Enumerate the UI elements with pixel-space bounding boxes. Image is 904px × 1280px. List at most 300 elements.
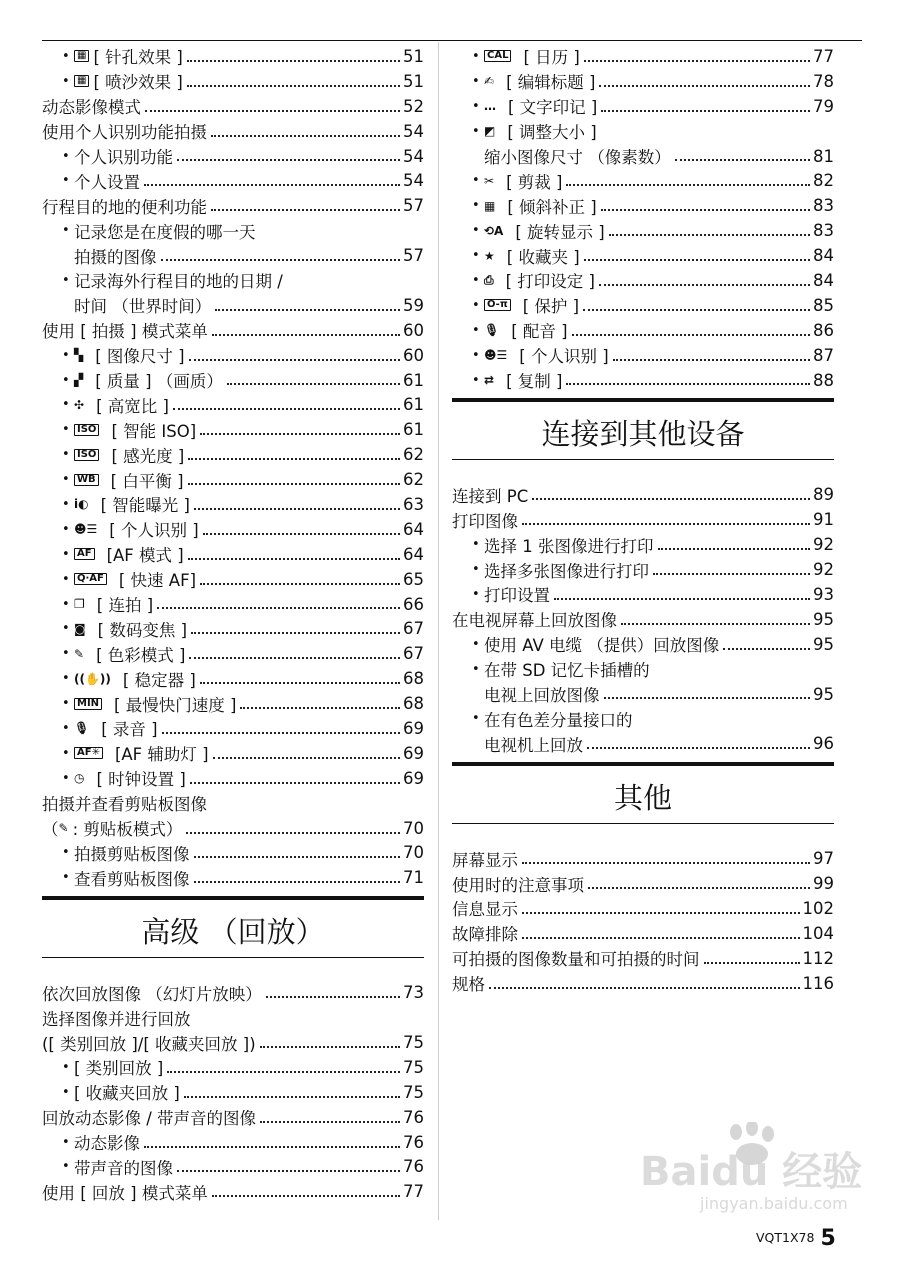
toc-entry[interactable] (42, 542, 424, 567)
bullet: • (62, 546, 70, 562)
toc-entry[interactable] (42, 1030, 424, 1055)
resize-icon: ◩ (484, 124, 496, 139)
sand-icon: ▦ (74, 75, 89, 87)
page-number: 5 (820, 1226, 836, 1251)
toc-entry[interactable] (452, 706, 834, 731)
bullet: • (472, 586, 480, 602)
section-title-other: 其他 (613, 781, 672, 816)
page-ref: 84 (813, 246, 834, 266)
toc-entry[interactable] (452, 293, 834, 318)
bullet: • (62, 397, 70, 413)
white-balance-icon: WB (74, 474, 99, 486)
dot-leader (194, 508, 400, 510)
page-ref: 69 (403, 743, 424, 763)
calendar-icon: CAL (484, 50, 511, 62)
toc-entry[interactable] (42, 368, 424, 393)
dot-leader (604, 697, 811, 699)
toc-entry[interactable] (42, 218, 424, 243)
page-ref: 87 (813, 345, 834, 365)
page-ref: 91 (813, 510, 834, 530)
page-ref: 79 (813, 96, 834, 116)
bullet: • (62, 596, 70, 612)
toc-entry[interactable] (42, 343, 424, 368)
entry-label: [ 时钟设置 ] (96, 770, 186, 790)
bullet: • (62, 770, 70, 786)
page-ref: 71 (403, 868, 424, 888)
microphone-icon: 🎙 (74, 721, 90, 736)
toc-entry[interactable] (42, 293, 424, 318)
dot-leader (203, 533, 400, 535)
toc-entry[interactable] (42, 1005, 424, 1030)
page-ref: 112 (802, 948, 834, 968)
page-ref: 95 (813, 609, 834, 629)
entry-label: [ 喷沙效果 ] (93, 73, 183, 93)
toc-entry[interactable] (42, 1155, 424, 1180)
dot-leader (200, 583, 400, 585)
dot-leader (212, 334, 400, 336)
entry-label: [ 个人识别 ] (109, 521, 199, 541)
page-ref: 95 (813, 684, 834, 704)
entry-label: [ 智能曝光 ] (100, 496, 190, 516)
bullet: • (62, 73, 70, 89)
toc-entry[interactable] (452, 731, 834, 756)
dot-leader (213, 757, 400, 759)
dot-leader (601, 209, 810, 211)
toc-entry[interactable] (42, 766, 424, 791)
entry-label: 记录您是在度假的哪一天 (74, 222, 256, 242)
entry-label: 选择 1 张图像进行打印 (484, 536, 654, 556)
dot-leader (584, 60, 810, 62)
entry-label: 选择多张图像进行打印 (484, 561, 649, 581)
entry-label: 依次回放图像 （幻灯片放映） (42, 984, 262, 1004)
picture-size-icon: ▚ (74, 348, 84, 363)
toc-entry[interactable] (42, 1055, 424, 1080)
entry-label: [ 剪裁 ] (506, 172, 563, 192)
audio-dub-icon: 🎙 (484, 323, 500, 338)
dot-leader (215, 309, 400, 311)
page-ref: 57 (403, 196, 424, 216)
page-ref: 54 (403, 121, 424, 141)
page-ref: 68 (403, 669, 424, 689)
dot-leader (177, 159, 400, 161)
toc-entry[interactable] (452, 632, 834, 657)
toc-list-connect (452, 482, 834, 756)
dot-leader (240, 707, 400, 709)
dot-leader (587, 747, 810, 749)
toc-entry[interactable] (452, 482, 834, 507)
toc-entry[interactable] (42, 442, 424, 467)
toc-entry[interactable] (452, 946, 834, 971)
bullet: • (62, 223, 70, 239)
text-stamp-icon: … (484, 99, 496, 114)
bullet: • (472, 223, 480, 239)
toc-entry[interactable] (42, 1130, 424, 1155)
toc-entry[interactable] (452, 846, 834, 871)
bullet: • (472, 198, 480, 214)
toc-entry[interactable] (452, 218, 834, 243)
toc-entry[interactable] (42, 119, 424, 144)
page-ref: 86 (813, 320, 834, 340)
entry-label: 拍摄并查看剪贴板图像 (42, 795, 207, 815)
bullet: • (62, 272, 70, 288)
toc-entry[interactable] (42, 666, 424, 691)
section-connect (452, 398, 834, 460)
page-ref: 59 (403, 295, 424, 315)
toc-entry[interactable] (452, 193, 834, 218)
entry-label: 在带 SD 记忆卡插槽的 (484, 661, 650, 681)
toc-entry[interactable] (42, 467, 424, 492)
toc-entry[interactable] (42, 641, 424, 666)
dot-leader (188, 458, 400, 460)
min-shutter-icon: MIN (74, 698, 102, 710)
dot-leader (609, 234, 810, 236)
bullet: • (62, 521, 70, 537)
model-code: VQT1X78 (756, 1230, 815, 1245)
toc-entry[interactable] (452, 896, 834, 921)
clipboard-icon: ✎ (58, 821, 69, 836)
dot-leader (522, 937, 800, 939)
page-ref: 88 (813, 370, 834, 390)
toc-entry[interactable] (42, 741, 424, 766)
entry-label: [ 针孔效果 ] (93, 48, 183, 68)
entry-label: [ 快速 AF] (118, 571, 197, 591)
entry-label: [ 收藏夹回放 ] (74, 1084, 180, 1104)
page-ref: 76 (403, 1132, 424, 1152)
leveling-icon: ▦ (484, 198, 496, 213)
toc-entry[interactable] (452, 368, 834, 393)
page-ref: 104 (802, 923, 834, 943)
print-set-icon: ⎙ (484, 273, 494, 288)
toc-entry[interactable] (452, 268, 834, 293)
toc-entry[interactable] (42, 318, 424, 343)
toc-entry[interactable] (42, 716, 424, 741)
page-ref: 75 (403, 1033, 424, 1052)
toc-entry[interactable] (452, 94, 834, 119)
toc-entry[interactable] (42, 44, 424, 69)
pinhole-icon: ▦ (74, 50, 89, 62)
bullet: • (62, 571, 70, 587)
quality-icon: ▞ (74, 373, 84, 388)
dot-leader (157, 607, 400, 609)
entry-label: 选择图像并进行回放 (42, 1009, 191, 1029)
toc-entry[interactable] (452, 557, 834, 582)
toc-entry[interactable] (42, 193, 424, 218)
dot-leader (266, 996, 400, 998)
page-ref: 62 (403, 470, 424, 490)
page-ref: 68 (403, 694, 424, 714)
dot-leader (200, 433, 400, 435)
entry-label: [ 个人识别 ] (519, 347, 609, 367)
entry-label: 在有色差分量接口的 (484, 710, 633, 730)
dot-leader (200, 682, 400, 684)
entry-label: 规格 (452, 975, 485, 995)
page-ref: 51 (403, 71, 424, 91)
dot-leader (212, 1195, 400, 1197)
page-ref: 89 (813, 485, 834, 505)
watermark-url: jingyan.baidu.com (700, 1194, 848, 1213)
bullet: • (472, 322, 480, 338)
dot-leader (177, 1170, 400, 1172)
entry-label: [ 高宽比 ] (96, 396, 169, 416)
section-advanced-playback (42, 896, 424, 958)
toc-entry[interactable] (452, 657, 834, 682)
dot-leader (188, 483, 400, 485)
dot-leader (190, 782, 400, 784)
toc-entry[interactable] (42, 268, 424, 293)
page-ref: 64 (403, 519, 424, 539)
toc-entry[interactable] (452, 532, 834, 557)
page-ref: 81 (813, 146, 834, 166)
toc-entry[interactable] (452, 507, 834, 532)
entry-label: [ 类别回放 ] (74, 1059, 164, 1079)
bullet: • (472, 372, 480, 388)
page-ref: 77 (813, 46, 834, 66)
toc-entry[interactable] (42, 69, 424, 94)
bullet: • (62, 745, 70, 761)
entry-label: 行程目的地的便利功能 (42, 197, 207, 217)
entry-label: 电视上回放图像 (484, 686, 600, 706)
toc-entry[interactable] (42, 816, 424, 841)
dot-leader (211, 135, 400, 137)
page-ref: 67 (403, 619, 424, 639)
page-ref: 97 (813, 849, 834, 869)
bullet: • (62, 1059, 70, 1075)
bullet: • (62, 372, 70, 388)
page-ref: 62 (403, 445, 424, 465)
page-ref: 66 (403, 594, 424, 614)
toc-entry[interactable] (42, 392, 424, 417)
entry-label: [ 复制 ] (506, 372, 563, 392)
toc-entry[interactable] (42, 243, 424, 268)
dot-leader (613, 359, 810, 361)
digital-zoom-icon: ◙ (74, 621, 86, 636)
page-ref: 116 (802, 973, 834, 993)
dot-leader (173, 408, 400, 410)
entry-label: 个人识别功能 (74, 148, 173, 167)
bullet: • (62, 48, 70, 64)
page-ref: 95 (813, 634, 834, 654)
toc-entry[interactable] (42, 1179, 424, 1204)
entry-label: : 剪贴板模式） (72, 820, 183, 840)
entry-label: [ 保护 ] (522, 297, 580, 317)
dot-leader (653, 573, 810, 575)
toc-entry[interactable] (42, 865, 424, 890)
page-ref: 65 (403, 569, 424, 589)
toc-entry[interactable] (42, 1105, 424, 1130)
entry-label: [AF 辅助灯 ] (114, 745, 209, 765)
dot-leader (566, 383, 810, 385)
entry-label: [ 编辑标题 ] (506, 73, 596, 93)
section-rule-bottom (452, 459, 834, 460)
entry-label: 使用 [ 拍摄 ] 模式菜单 (42, 322, 208, 342)
dot-leader (167, 1071, 400, 1073)
bullet: • (62, 148, 70, 164)
entry-label: [ 白平衡 ] (110, 471, 184, 491)
bullet: • (472, 297, 480, 313)
page-ref: 60 (403, 345, 424, 365)
bullet: • (62, 1159, 70, 1175)
toc-entry[interactable] (452, 607, 834, 632)
page-ref: 82 (813, 171, 834, 191)
toc-entry[interactable] (452, 971, 834, 996)
toc-entry[interactable] (452, 682, 834, 707)
page-ref: 83 (813, 196, 834, 216)
entry-label: [ 配音 ] (511, 322, 568, 342)
toc-entry[interactable] (42, 691, 424, 716)
bullet: • (62, 347, 70, 363)
cropping-icon: ✂ (484, 173, 495, 188)
toc-entry[interactable] (42, 492, 424, 517)
section-rule-top (452, 398, 834, 402)
dot-leader (583, 309, 810, 311)
dot-leader (260, 1046, 400, 1048)
dot-leader (211, 209, 400, 211)
entry-label: 使用 AV 电缆 （提供）回放图像 (484, 636, 720, 656)
page-ref: 102 (802, 898, 834, 918)
toc-entry[interactable] (42, 980, 424, 1005)
page-ref: 92 (813, 560, 834, 580)
entry-label: 时间 （世界时间） (74, 297, 212, 317)
intelligent-iso-icon: ISO (74, 424, 99, 436)
bullet: • (472, 272, 480, 288)
dot-leader (489, 987, 800, 989)
label-prefix: （ (42, 820, 59, 840)
toc-entry[interactable] (42, 144, 424, 169)
entry-label: 查看剪贴板图像 (74, 869, 190, 889)
toc-entry[interactable] (452, 168, 834, 193)
bullet: • (62, 671, 70, 687)
bullet: • (472, 173, 480, 189)
dot-leader (191, 632, 400, 634)
toc-entry[interactable] (42, 841, 424, 866)
toc-entry[interactable] (452, 871, 834, 896)
page-ref: 76 (403, 1107, 424, 1127)
toc-entry[interactable] (42, 417, 424, 442)
toc-entry[interactable] (42, 616, 424, 641)
dot-leader (189, 359, 400, 361)
burst-icon: ❐ (74, 597, 85, 612)
entry-label: 个人设置 (74, 172, 140, 192)
toc-entry[interactable] (42, 567, 424, 592)
toc-entry[interactable] (42, 517, 424, 542)
dot-leader (675, 159, 810, 161)
toc-entry[interactable] (452, 69, 834, 94)
dot-leader (522, 523, 810, 525)
dot-leader (566, 184, 810, 186)
toc-entry[interactable] (42, 791, 424, 816)
page-ref: 64 (403, 544, 424, 564)
toc-entry[interactable] (452, 44, 834, 69)
toc-entry[interactable] (42, 592, 424, 617)
entry-label: 电视机上回放 (484, 735, 583, 755)
toc-entry[interactable] (452, 343, 834, 368)
entry-label: [ 打印设定 ] (505, 272, 595, 292)
bullet: • (62, 422, 70, 438)
bullet: • (472, 48, 480, 64)
dot-leader (189, 657, 400, 659)
entry-label: [ 旋转显示 ] (515, 222, 605, 242)
toc-entry[interactable] (452, 144, 834, 169)
dot-leader (187, 85, 400, 87)
toc-entry[interactable] (42, 94, 424, 119)
dot-leader (186, 832, 400, 834)
page-ref: 75 (403, 1057, 424, 1077)
entry-label: 信息显示 (452, 900, 518, 920)
intelligent-exposure-icon: i◐ (74, 497, 89, 512)
page-ref: 54 (403, 146, 424, 166)
dot-leader (162, 732, 400, 734)
toc-entry[interactable] (452, 318, 834, 343)
dot-leader (532, 498, 810, 500)
entry-label: 使用 [ 回放 ] 模式菜单 (42, 1183, 208, 1203)
page-ref: 73 (403, 983, 424, 1003)
stabilizer-icon: ((✋)) (74, 671, 111, 686)
dot-leader (599, 284, 810, 286)
page-footer (756, 1226, 836, 1251)
entry-label: ([ 类别回放 ]/[ 收藏夹回放 ]) (42, 1034, 256, 1054)
page-ref: 75 (403, 1082, 424, 1102)
page-ref: 96 (813, 734, 834, 754)
toc-entry[interactable] (452, 243, 834, 268)
bullet: • (62, 447, 70, 463)
color-mode-icon: ✎ (74, 646, 85, 661)
page-ref: 57 (403, 246, 424, 266)
entry-label: [ 质量 ] （画质） (95, 372, 223, 392)
bullet: • (472, 248, 480, 264)
toc-entry[interactable] (452, 582, 834, 607)
dot-leader (227, 383, 400, 385)
dot-leader (601, 110, 810, 112)
entry-label: [ 文字印记 ] (508, 98, 598, 118)
page-ref: 99 (813, 874, 834, 894)
toc-entry[interactable] (452, 921, 834, 946)
aspect-ratio-icon: ✣ (74, 397, 85, 412)
entry-label: [ 收藏夹 ] (506, 247, 580, 267)
dot-leader (704, 962, 800, 964)
bullet: • (472, 661, 480, 677)
toc-list-playback (42, 980, 424, 1204)
page-ref: 60 (403, 320, 424, 340)
page-ref: 54 (403, 171, 424, 191)
toc-entry[interactable] (42, 1080, 424, 1105)
af-mode-icon: AF (74, 548, 95, 560)
entry-label: 使用个人识别功能拍摄 (42, 123, 207, 143)
bullet: • (472, 73, 480, 89)
bullet: • (62, 1084, 70, 1100)
page-ref: 61 (403, 420, 424, 440)
title-edit-icon: ✍ (484, 74, 495, 89)
toc-entry[interactable] (452, 119, 834, 144)
dot-leader (184, 1096, 400, 1098)
toc-list-recording (42, 44, 424, 890)
dot-leader (554, 598, 810, 600)
bullet: • (62, 646, 70, 662)
dot-leader (588, 887, 810, 889)
bullet: • (62, 720, 70, 736)
dot-leader (522, 912, 800, 914)
section-rule-top (42, 896, 424, 900)
entry-label: [ 录音 ] (101, 720, 158, 740)
entry-label: 拍摄剪贴板图像 (74, 844, 190, 864)
protect-key-icon: O-π (484, 299, 511, 311)
toc-entry[interactable] (42, 168, 424, 193)
entry-label: 打印图像 (452, 511, 518, 531)
entry-label: 连接到 PC (452, 486, 529, 506)
quick-af-icon: Q·AF (74, 573, 107, 585)
entry-label: [ 调整大小 ] (507, 123, 597, 143)
bullet: • (62, 621, 70, 637)
entry-label: 动态影像 (74, 1134, 140, 1154)
